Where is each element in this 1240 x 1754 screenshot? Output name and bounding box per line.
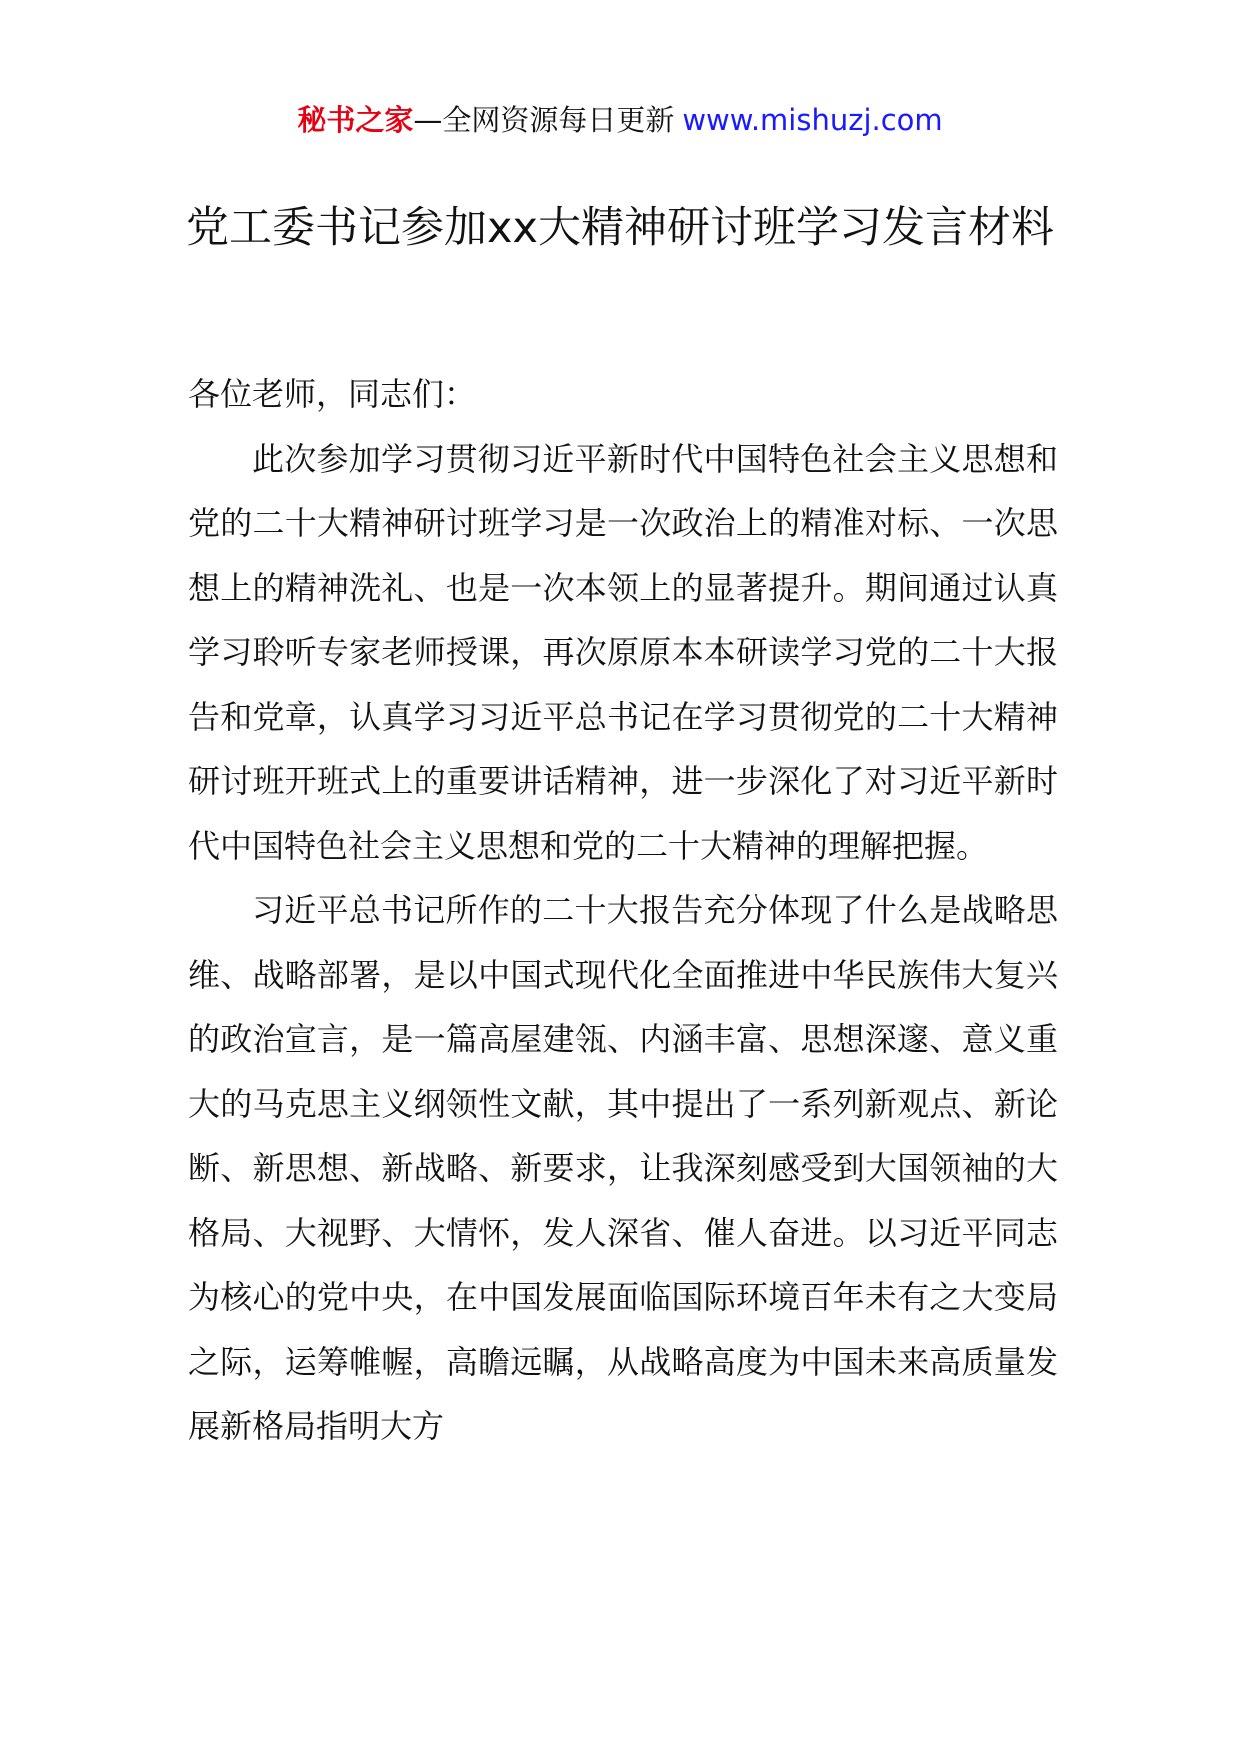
- site-name: 秘书之家: [297, 103, 414, 137]
- paragraph-2: 习近平总书记所作的二十大报告充分体现了什么是战略思维、战略部署，是以中国式现代化全面推进中华民族伟大复兴的政治宣言，是一篇高屋建瓴、内涵丰富、思想深邃、意义重大的马克思主义纲领性文献，其中提出了一系列新观点、新论断、新思想、新战略、新要求，让我深刻感受到大国领袖的大格局、大视野、大情怀，发人深省、催人奋进。以习近平同志为核心的党中央，在中国发展面临国际环境百年未有之大变局之际，运筹帷幄，高瞻远瞩，从战略高度为中国未来高质量发展新格局指明大方: [188, 891, 1058, 1445]
- paragraph-1: 此次参加学习贯彻习近平新时代中国特色社会主义思想和党的二十大精神研讨班学习是一次政治上的精准对标、一次思想上的精神洗礼、也是一次本领上的显著提升。期间通过认真学习聆听专家老师授课，再次原原本本研读学习党的二十大报告和党章，认真学习习近平总书记在学习贯彻党的二十大精神研讨班开班式上的重要讲话精神，进一步深化了对习近平新时代中国特色社会主义思想和党的二十大精神的理解把握。: [188, 439, 1058, 865]
- site-slogan: —全网资源每日更新: [413, 103, 675, 137]
- site-banner: [0, 100, 1240, 140]
- site-url-link[interactable]: www.mishuzj.com: [682, 103, 943, 137]
- document-body: [188, 362, 1058, 1459]
- salutation: 各位老师，同志们：: [188, 375, 477, 413]
- document-title: 党工委书记参加xx大精神研讨班学习发言材料: [186, 203, 1054, 253]
